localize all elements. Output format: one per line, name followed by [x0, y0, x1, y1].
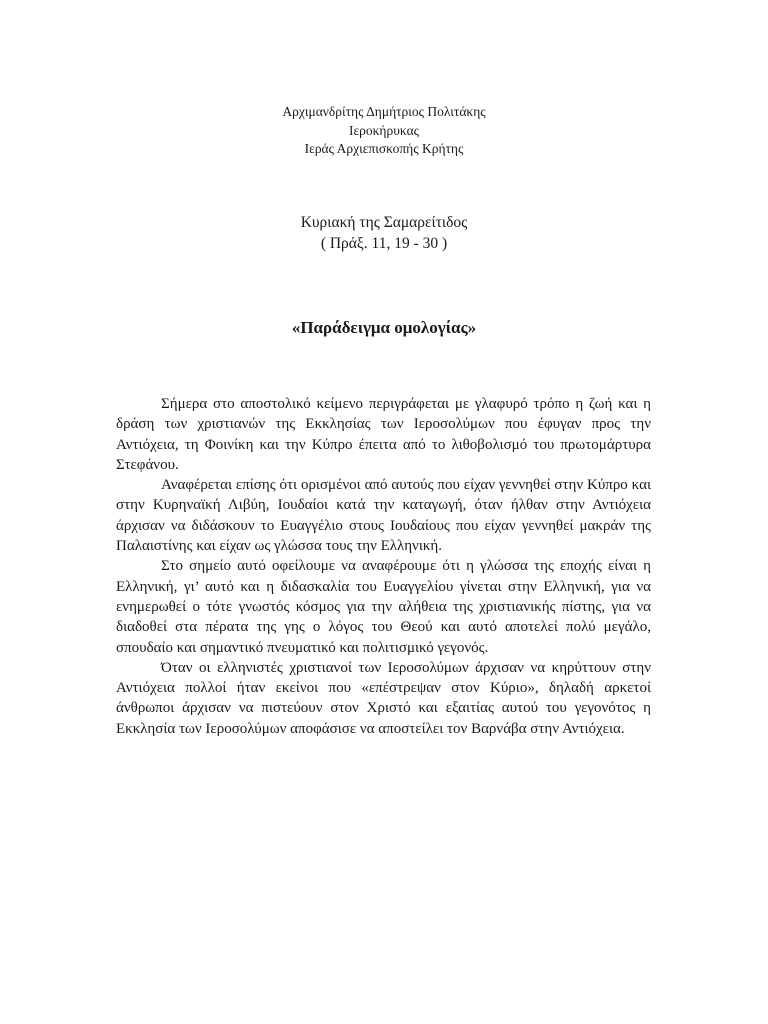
body-paragraph: Στο σημείο αυτό οφείλουμε να αναφέρουμε ότι η γλώσσα της εποχής είναι η Ελληνική, γι’ αυτό και η διδασκαλία του Ευαγγελίου γίνεται στην Ελληνική, για να ενημερωθεί ο τότε γνωστός κόσμος για την αλήθεια της χριστιανικής πίστης, για να διαδοθεί στα πέρατα της γης ο λόγος του Θεού και αυτό αποτελεί πολύ μεγάλο, σπουδαίο και σημαντικό πνευματικό και πολιτισμικό γεγονός. — [116, 558, 651, 656]
author-header — [0, 103, 768, 159]
body-paragraph: Όταν οι ελληνιστές χριστιανοί των Ιεροσολύμων άρχισαν να κηρύττουν στην Αντιόχεια πολλοί ήταν εκείνοι που «επέστρεψαν στον Κύριο», δηλαδή αρκετοί άνθρωποι άρχισαν να πιστεύουν στον Χριστό και εξαιτίας αυτού του γεγονότος η Εκκλησία των Ιεροσολύμων αποφάσισε να αποστείλει τον Βαρνάβα στην Αντιόχεια. — [116, 659, 651, 737]
occasion-header — [0, 213, 768, 254]
author-diocese: Ιεράς Αρχιεπισκοπής Κρήτης — [304, 141, 464, 156]
sermon-title: «Παράδειγμα ομολογίας» — [291, 318, 477, 337]
scripture-reference: ( Πράξ. 11, 19 - 30 ) — [320, 234, 448, 252]
author-name: Αρχιμανδρίτης Δημήτριος Πολιτάκης — [282, 104, 486, 119]
body-paragraph: Αναφέρεται επίσης ότι ορισμένοι από αυτούς που είχαν γεννηθεί στην Κύπρο και στην Κυρηναϊκή Λιβύη, Ιουδαίοι κατά την καταγωγή, όταν ήλθαν στην Αντιόχεια άρχισαν να διδάσκουν το Ευαγγέλιο στους Ιουδαίους που είχαν γεννηθεί μακράν της Παλαιστίνης και είχαν ως γλώσσα τους την Ελληνική. — [116, 477, 651, 555]
occasion-title: Κυριακή της Σαμαρείτιδος — [300, 214, 468, 231]
sermon-body — [116, 394, 651, 739]
author-role: Ιεροκήρυκας — [348, 122, 420, 138]
body-paragraph: Σήμερα στο αποστολικό κείμενο περιγράφεται με γλαφυρό τρόπο η ζωή και η δράση των χριστιανών της Εκκλησίας των Ιεροσολύμων που έφυγαν προς την Αντιόχεια, τη Φοινίκη και την Κύπρο έπειτα από το λιθοβολισμό του πρωτομάρτυρα Στεφάνου. — [116, 396, 651, 473]
